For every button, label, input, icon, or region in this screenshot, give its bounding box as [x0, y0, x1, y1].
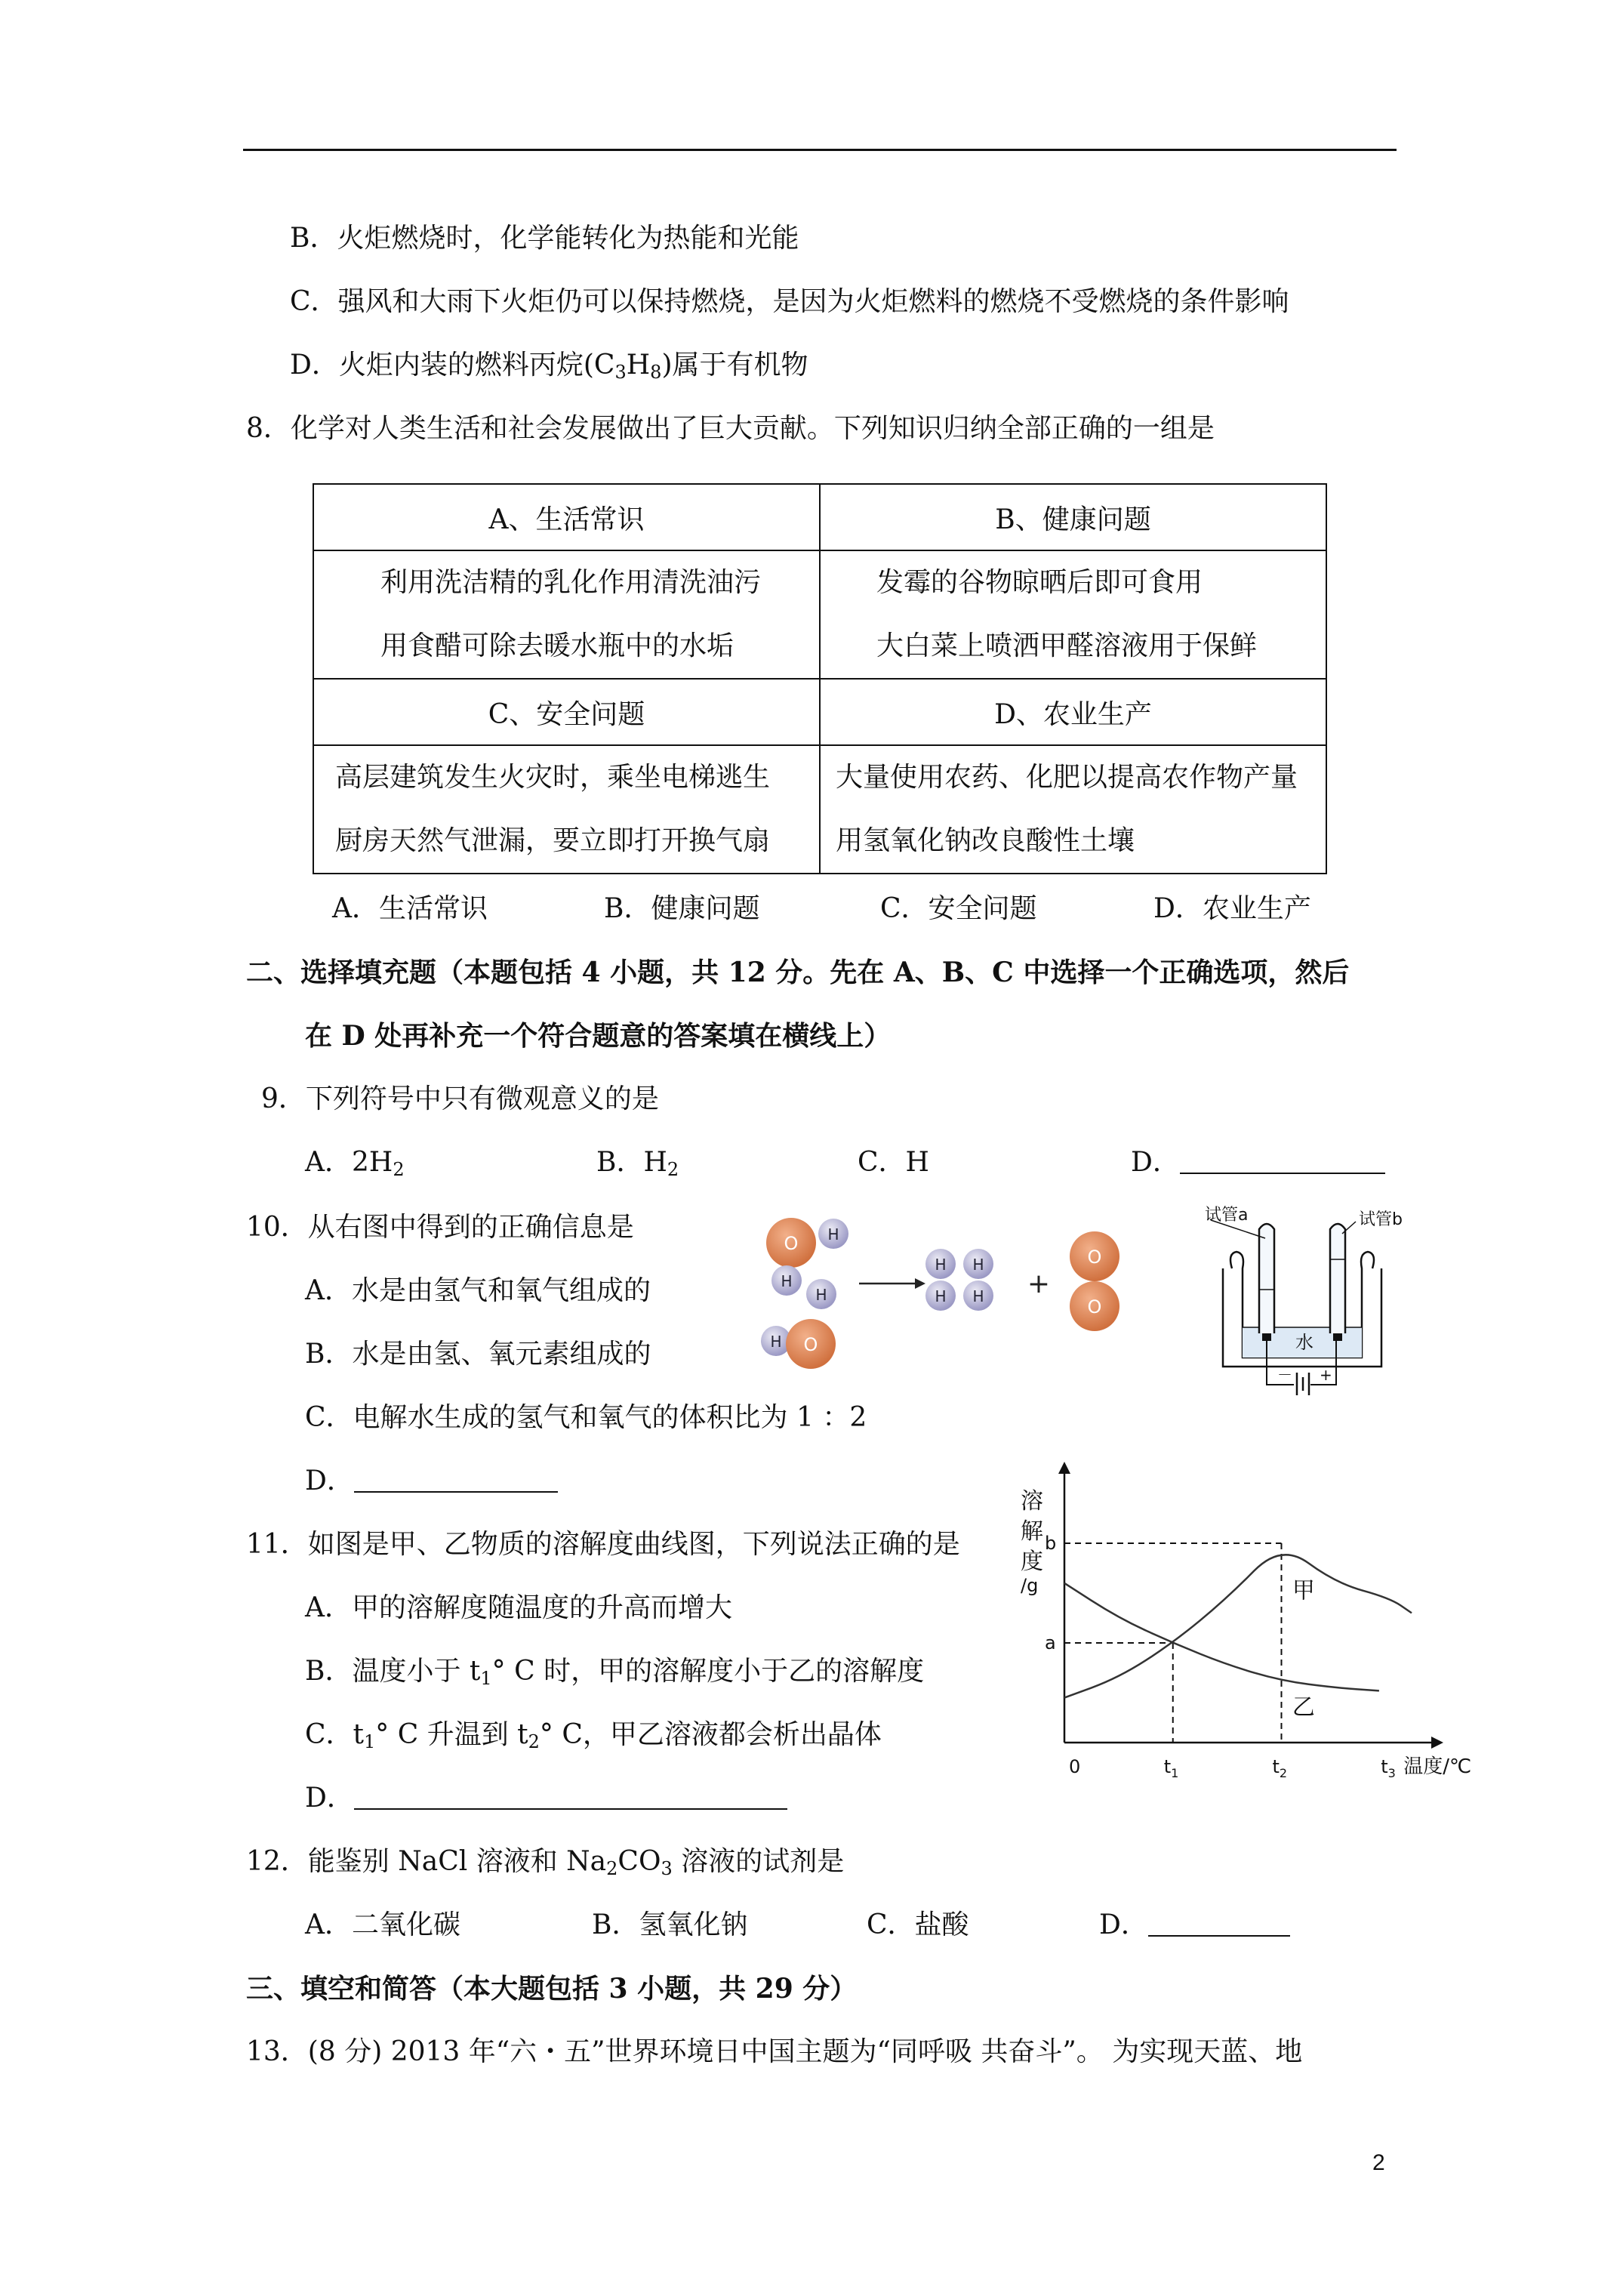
q7-option-d: D．火炬内装的燃料丙烷$(C_3H_8)$属于有机物 [290, 350, 808, 383]
water-label: 水 [1295, 1332, 1313, 1353]
q9-option-b: B．$H_2$ [596, 1147, 679, 1180]
section2-title: 二、选择填充题（本题包括 4 小题，共 12 分。先在 A、B、C 中选择一个正确选项，然后 [246, 957, 1350, 988]
y-tick-label: a [1045, 1632, 1056, 1653]
x-tick-label: $t_3$ [1381, 1756, 1396, 1780]
q10-option-a: A．水是由氢气和氧气组成的 [305, 1275, 651, 1306]
table-header-a: A、生活常识 [313, 484, 820, 550]
solubility-curve-chart [1004, 1478, 1472, 1795]
chart-axes [1058, 1462, 1443, 1749]
q7-option-b: B．火炬燃烧时，化学能转化为热能和光能 [290, 223, 799, 254]
svg-text:H: H [935, 1256, 947, 1274]
x-axis-label: 温度/℃ [1403, 1755, 1472, 1778]
water-molecule-1 [766, 1218, 848, 1296]
svg-text:O: O [1087, 1247, 1102, 1268]
q12-option-b: B．氢氧化钠 [592, 1909, 748, 1940]
svg-text:H: H [781, 1272, 793, 1290]
y-tick-label: b [1045, 1533, 1057, 1554]
q12-option-c: C．盐酸 [867, 1909, 969, 1940]
electrolysis-apparatus [1200, 1199, 1419, 1397]
svg-text:H: H [972, 1287, 984, 1305]
series-label: 甲 [1292, 1577, 1315, 1604]
q11-option-b: B．温度小于 $t_1^\circ$ C 时，甲的溶解度小于乙的溶解度 [305, 1656, 925, 1689]
series-yi-curve [1064, 1583, 1379, 1691]
oxygen-molecule [1070, 1231, 1119, 1331]
test-tube-a [1259, 1224, 1274, 1341]
section2-title-cont: 在 D 处再补充一个符合题意的答案填在横线上） [305, 1020, 892, 1052]
svg-text:H: H [815, 1286, 827, 1304]
table-cell-b: 发霉的谷物晾晒后即可食用 大白菜上喷洒甲醛溶液用于保鲜 [820, 550, 1326, 679]
answer-blank [1180, 1150, 1385, 1174]
svg-text:H: H [972, 1256, 984, 1274]
q7-option-c: C．强风和大雨下火炬仍可以保持燃烧，是因为火炬燃料的燃烧不受燃烧的条件影响 [290, 286, 1289, 317]
y-axis-unit: /g [1021, 1575, 1039, 1596]
q8-option-a: A．生活常识 [332, 893, 488, 924]
q11-option-c: C．$t_1^\circ$ C 升温到 $t_2^\circ$ C，甲乙溶液都会析出晶体 [305, 1719, 882, 1752]
svg-text:H: H [827, 1225, 839, 1244]
series-label: 乙 [1292, 1694, 1315, 1721]
q10-stem: 10．从右图中得到的正确信息是 [246, 1212, 634, 1243]
q11-stem: 11．如图是甲、乙物质的溶解度曲线图，下列说法正确的是 [246, 1529, 960, 1560]
q9-option-c: C．H [858, 1147, 929, 1178]
q13-stem: 13．(8 分) 2013 年“六・五”世界环境日中国主题为“同呼吸 共奋斗”。 为实现天蓝、地 [246, 2036, 1303, 2067]
origin-label: 0 [1069, 1756, 1081, 1777]
table-header-c: C、安全问题 [313, 679, 820, 745]
q10-option-c: C．电解水生成的氢气和氧气的体积比为 1 ：2 [305, 1402, 867, 1433]
y-axis-arrow [1058, 1462, 1070, 1474]
answer-blank [354, 1469, 558, 1493]
battery-positive: + [1320, 1366, 1332, 1384]
q12-option-a: A．二氧化碳 [305, 1909, 460, 1940]
page-number: 2 [1372, 2150, 1385, 2175]
tube-b-label: 试管b [1359, 1210, 1403, 1229]
chart-curves [1064, 1555, 1412, 1697]
q11-option-a: A．甲的溶解度随温度的升高而增大 [305, 1592, 732, 1623]
q8-option-d: D．农业生产 [1153, 893, 1311, 924]
section3-title: 三、填空和简答（本大题包括 3 小题，共 29 分） [246, 1973, 858, 2005]
battery-negative: － [1277, 1366, 1292, 1384]
table-cell-d: 大量使用农药、化肥以提高农作物产量 用氢氧化钠改良酸性土壤 [820, 745, 1326, 874]
q8-option-b: B．健康问题 [604, 893, 760, 924]
y-axis-label-char: 度 [1021, 1549, 1043, 1575]
svg-text:H: H [935, 1287, 947, 1305]
y-axis-label-char: 解 [1021, 1518, 1043, 1545]
svg-text:O: O [1087, 1296, 1102, 1318]
q12-stem: 12．能鉴别 NaCl 溶液和 $Na_2CO_3$ 溶液的试剂是 [246, 1846, 845, 1879]
q8-stem: 8．化学对人类生活和社会发展做出了巨大贡献。下列知识归纳全部正确的一组是 [246, 413, 1215, 444]
q9-option-a: A．$2H_2$ [305, 1147, 405, 1180]
q9-stem: 9．下列符号中只有微观意义的是 [261, 1083, 659, 1114]
y-axis-label-char: 溶 [1021, 1488, 1043, 1515]
q8-knowledge-table [313, 483, 1327, 874]
table-header-d: D、农业生产 [820, 679, 1326, 745]
y-axis-label [1021, 1488, 1043, 1596]
x-axis-arrow [1431, 1737, 1443, 1749]
q11-option-d: D． [305, 1780, 787, 1817]
q10-option-d: D． [305, 1463, 558, 1499]
plus-sign: + [1027, 1268, 1051, 1299]
tube-a-label: 试管a [1205, 1206, 1249, 1225]
q8-option-c: C．安全问题 [880, 893, 1037, 924]
top-rule [243, 149, 1397, 151]
water-decomposition-diagram [747, 1200, 1140, 1382]
svg-text:O: O [784, 1233, 799, 1254]
q10-option-b: B．水是由氢、氧元素组成的 [305, 1339, 651, 1370]
x-tick-label: $t_2$ [1272, 1756, 1288, 1780]
answer-blank [1148, 1912, 1290, 1937]
answer-blank [354, 1786, 787, 1810]
q12-option-d: D． [1099, 1907, 1290, 1943]
hydrogen-molecules [925, 1249, 993, 1311]
table-cell-c: 高层建筑发生火灾时，乘坐电梯逃生 厨房天然气泄漏，要立即打开换气扇 [313, 745, 820, 874]
q9-option-d: D． [1131, 1145, 1385, 1181]
svg-text:O: O [803, 1334, 818, 1355]
series-jia-curve [1064, 1555, 1412, 1697]
table-cell-a: 利用洗洁精的乳化作用清洗油污 用食醋可除去暖水瓶中的水垢 [313, 550, 820, 679]
table-header-b: B、健康问题 [820, 484, 1326, 550]
test-tube-b [1330, 1224, 1345, 1341]
reaction-arrow [859, 1278, 925, 1289]
water-molecule-2 [761, 1279, 836, 1369]
x-tick-label: $t_1$ [1163, 1756, 1179, 1780]
svg-text:H: H [770, 1333, 782, 1351]
